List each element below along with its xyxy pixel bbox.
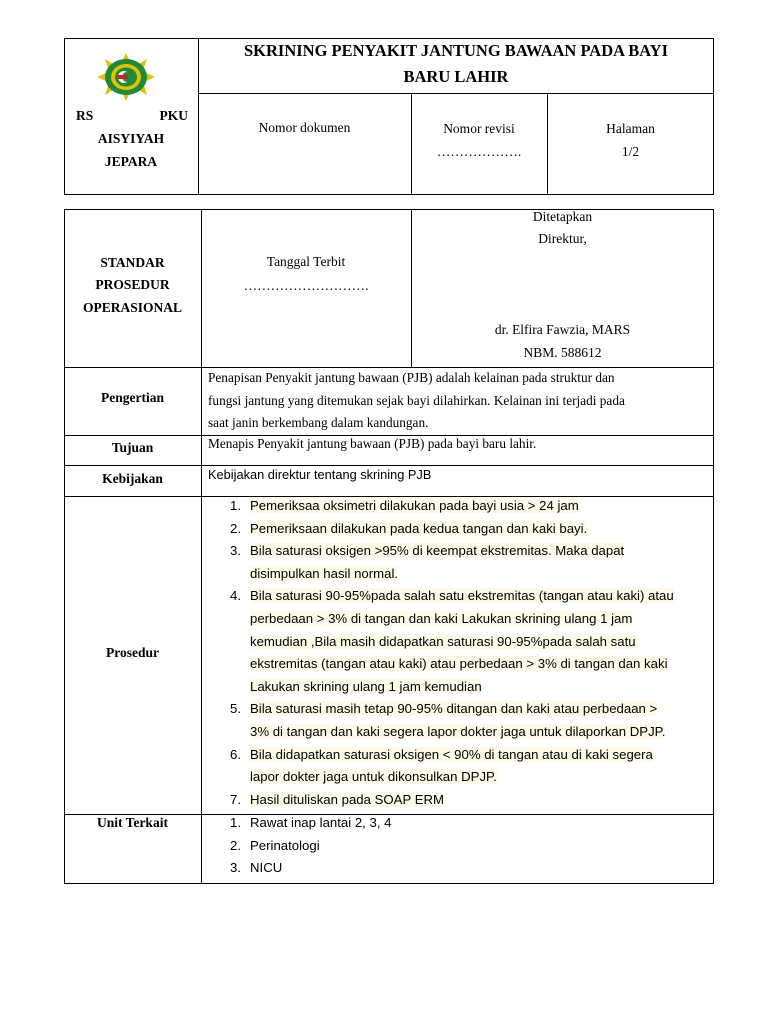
tanggal-terbit-value: ……………………….: [243, 278, 369, 293]
sop-label-line1: STANDAR: [100, 255, 165, 270]
prosedur-item-line: Bila saturasi oksigen >95% di keempat ekstremitas. Maka dapat: [250, 543, 625, 559]
prosedur-item: [204, 744, 710, 789]
prosedur-item-line: Lakukan skrining ulang 1 jam kemudian: [250, 678, 482, 694]
nomor-revisi-value: ……………….: [436, 144, 522, 159]
unit-item-label: NICU: [250, 860, 283, 876]
prosedur-item-number: 4.: [230, 588, 241, 604]
prosedur-item: [204, 789, 710, 812]
prosedur-item-line: Pemeriksaa oksimetri dilakukan pada bayi usia > 24 jam: [250, 498, 579, 513]
signer-name: dr. Elfira Fawzia, MARS: [494, 322, 631, 337]
ditetapkan-label: Ditetapkan: [532, 209, 593, 224]
prosedur-item-line: Hasil dituliskan pada SOAP ERM: [250, 791, 444, 807]
direktur-label: Direktur,: [538, 231, 587, 246]
hospital-rs: RS: [76, 108, 94, 123]
tujuan-label: Tujuan: [111, 440, 154, 455]
prosedur-item-line: disimpulkan hasil normal.: [250, 565, 399, 581]
pengertian-label: Pengertian: [101, 390, 164, 405]
prosedur-item-line: lapor dokter jaga untuk dikonsulkan DPJP.: [250, 769, 497, 785]
prosedur-item-number: 5.: [230, 701, 241, 717]
unit-item-label: Rawat inap lantai 2, 3, 4: [250, 815, 392, 830]
prosedur-label: Prosedur: [106, 645, 159, 660]
sop-label-line3: OPERASIONAL: [82, 300, 182, 315]
pengertian-line: Penapisan Penyakit jantung bawaan (PJB) adalah kelainan pada struktur dan: [208, 370, 615, 385]
prosedur-item-line: Pemeriksaan dilakukan pada kedua tangan dan kaki bayi.: [250, 520, 588, 536]
prosedur-item-line: 3% di tangan dan kaki segera lapor dokter jaga untuk dilaporkan DPJP.: [250, 723, 666, 739]
halaman-label: Halaman: [606, 121, 655, 136]
nomor-dokumen-label: Nomor dokumen: [258, 120, 351, 135]
unit-item: [204, 835, 710, 858]
prosedur-item-number: 3.: [230, 543, 241, 559]
pengertian-line: saat janin berkembang dalam kandungan.: [208, 415, 429, 431]
document-title-line2: BARU LAHIR: [403, 67, 509, 86]
prosedur-ordered-list: [204, 495, 710, 811]
halaman-value: 1/2: [621, 144, 640, 159]
nomor-revisi-label: Nomor revisi: [443, 121, 515, 136]
sop-col-divider: [201, 209, 202, 884]
prosedur-item-line: Bila saturasi 90-95%pada salah satu ekstremitas (tangan atau kaki) atau: [250, 588, 674, 604]
header-divider-title: [198, 93, 714, 94]
hospital-pku: PKU: [159, 108, 188, 123]
prosedur-item-line: ekstremitas (tangan atau kaki) atau perbedaan > 3% di tangan dan kaki: [250, 656, 668, 672]
unit-item: [204, 857, 710, 880]
unit-item-number: 2.: [230, 837, 241, 853]
prosedur-item: [204, 540, 710, 585]
prosedur-item: [204, 698, 710, 743]
unit-ordered-list: [204, 812, 710, 880]
prosedur-item-line: kemudian ,Bila masih didapatkan saturasi 90-95%pada salah satu: [250, 633, 636, 649]
hospital-name-line2: AISYIYAH: [97, 131, 165, 146]
unit-item-number: 1.: [230, 815, 241, 830]
signer-nbm: NBM. 588612: [523, 345, 602, 360]
prosedur-item: [204, 495, 710, 518]
prosedur-item-line: Bila saturasi masih tetap 90-95% ditangan dan kaki atau perbedaan >: [250, 701, 658, 717]
unit-terkait-label: Unit Terkait: [97, 815, 168, 830]
prosedur-list: [204, 495, 710, 811]
unit-item-number: 3.: [230, 860, 241, 876]
tanggal-terbit-label: Tanggal Terbit: [266, 254, 346, 269]
pengertian-text: [208, 367, 708, 435]
prosedur-item-number: 2.: [230, 520, 241, 536]
prosedur-item-number: 6.: [230, 746, 241, 762]
sop-label-line2: PROSEDUR: [95, 277, 170, 292]
hospital-logo-icon: [96, 52, 156, 102]
prosedur-item: [204, 518, 710, 541]
unit-item: [204, 812, 710, 835]
pengertian-line: fungsi jantung yang ditemukan sejak bayi dilahirkan. Kelainan ini terjadi pada: [208, 392, 625, 408]
tujuan-text: Menapis Penyakit jantung bawaan (PJB) pada bayi baru lahir.: [208, 436, 537, 451]
kebijakan-label: Kebijakan: [102, 471, 163, 486]
hospital-name-line3: JEPARA: [104, 154, 158, 169]
prosedur-item-number: 7.: [230, 791, 241, 807]
kebijakan-text: Kebijakan direktur tentang skrining PJB: [208, 467, 432, 482]
prosedur-item-line: Bila didapatkan saturasi oksigen < 90% di tangan atau di kaki segera: [250, 746, 653, 762]
document-title-line1: SKRINING PENYAKIT JANTUNG BAWAAN PADA BAYI: [243, 41, 669, 60]
prosedur-item-line: perbedaan > 3% di tangan dan kaki Lakukan skrining ulang 1 jam: [250, 610, 633, 626]
prosedur-item: [204, 585, 710, 698]
row-divider-3: [64, 465, 714, 466]
prosedur-item-number: 1.: [230, 498, 241, 513]
unit-item-label: Perinatologi: [250, 837, 320, 853]
unit-terkait-list: [204, 812, 710, 880]
